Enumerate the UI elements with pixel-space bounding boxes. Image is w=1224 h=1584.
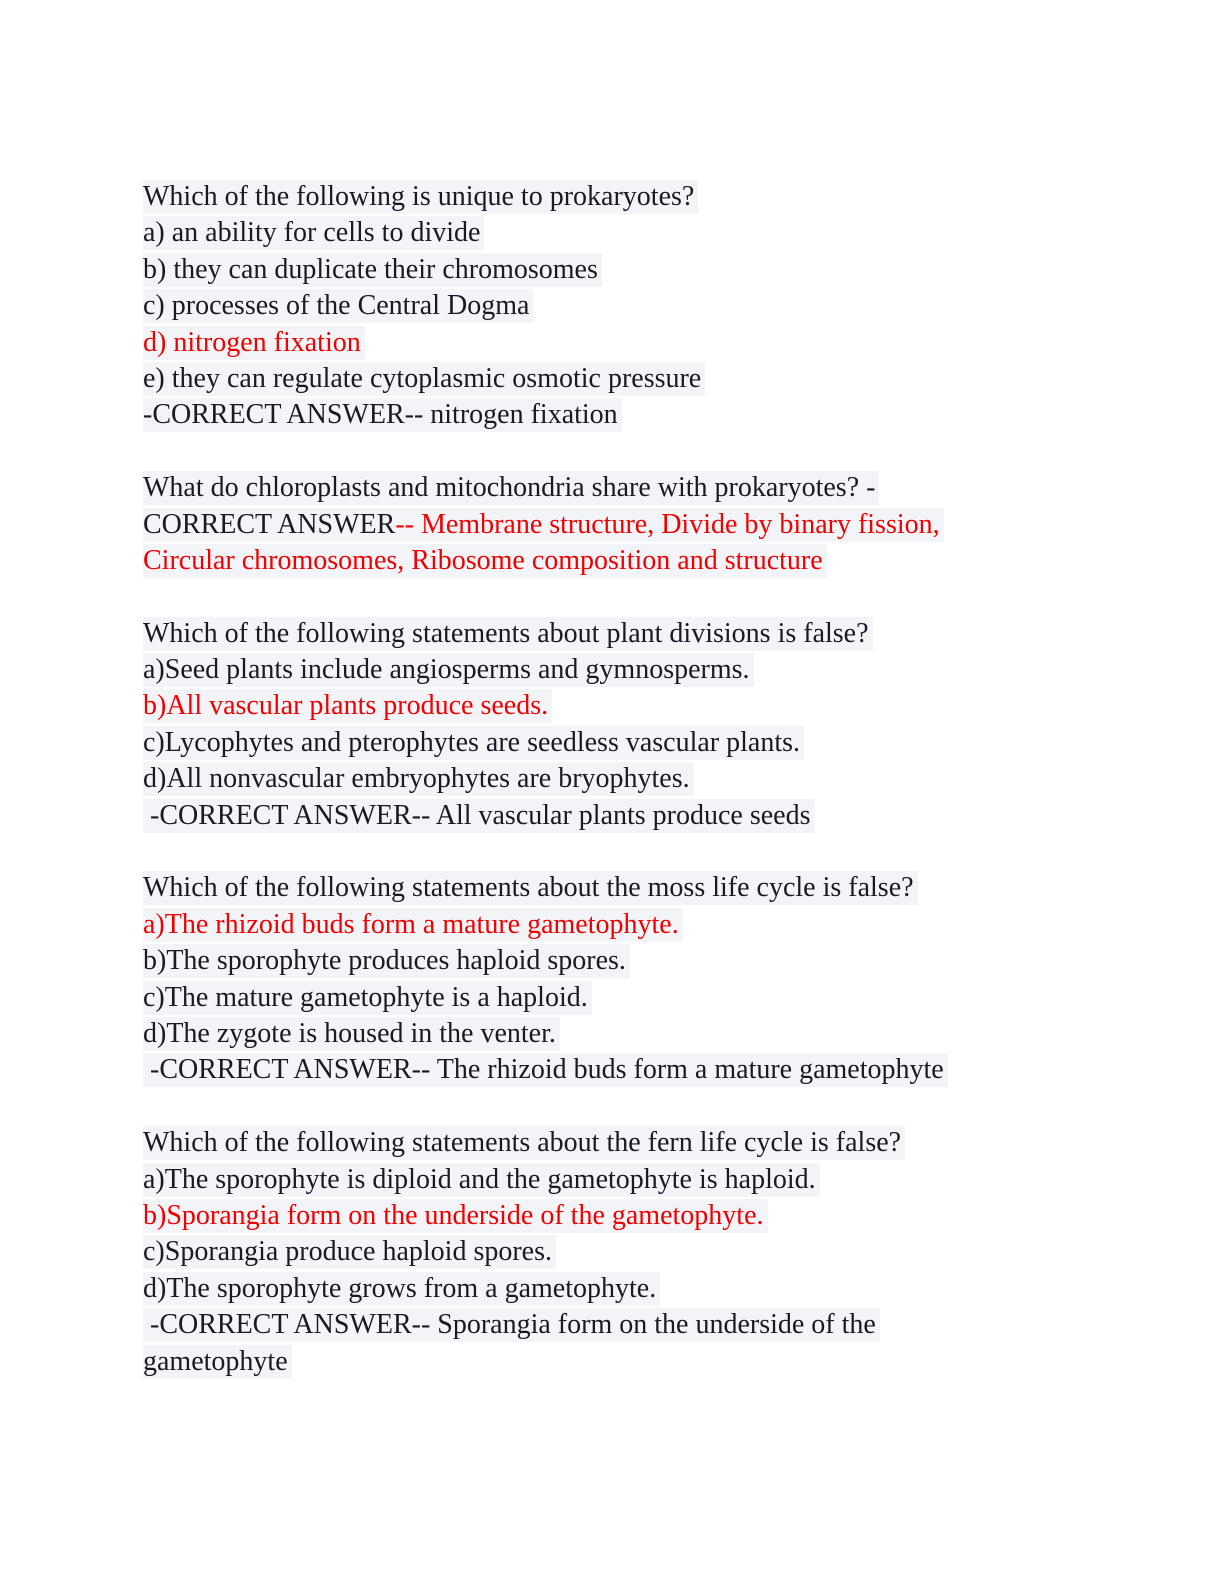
q4-option-a-correct: a)The rhizoid buds form a mature gametophyte. [143,907,1073,943]
question-5: Which of the following statements about the fern life cycle is false? [143,1125,1073,1161]
question-2: What do chloroplasts and mitochondria share with prokaryotes? - [143,470,1073,506]
q1-option-a: a) an ability for cells to divide [143,215,1073,251]
q3-option-d: d)All nonvascular embryophytes are bryophytes. [143,761,1073,797]
q3-option-b-correct: b)All vascular plants produce seeds. [143,688,1073,724]
q1-option-e: e) they can regulate cytoplasmic osmotic pressure [143,361,1073,397]
q1-option-c: c) processes of the Central Dogma [143,288,1073,324]
document-content [143,179,1073,1380]
spacer [143,834,1073,870]
question-3: Which of the following statements about plant divisions is false? [143,616,1073,652]
q5-option-c: c)Sporangia produce haploid spores. [143,1234,1073,1270]
q1-answer: -CORRECT ANSWER-- nitrogen fixation [143,397,1073,433]
q4-answer: -CORRECT ANSWER-- The rhizoid buds form a mature gametophyte [143,1052,1073,1088]
spacer [143,579,1073,615]
q5-answer-line-2: gametophyte [143,1344,1073,1380]
q2-answer-line-2: Circular chromosomes, Ribosome composition and structure [143,543,1073,579]
q2-answer-line-1 [143,507,1073,543]
q2-answer-text: -- Membrane structure, Divide by binary fission, [395,508,940,540]
spacer [143,1089,1073,1125]
q5-answer-line-1: -CORRECT ANSWER-- Sporangia form on the underside of the [143,1307,1073,1343]
q3-option-c: c)Lycophytes and pterophytes are seedless vascular plants. [143,725,1073,761]
q4-option-b: b)The sporophyte produces haploid spores. [143,943,1073,979]
q4-option-c: c)The mature gametophyte is a haploid. [143,980,1073,1016]
question-1: Which of the following is unique to prokaryotes? [143,179,1073,215]
q1-option-b: b) they can duplicate their chromosomes [143,252,1073,288]
q1-option-d-correct: d) nitrogen fixation [143,325,1073,361]
question-4: Which of the following statements about the moss life cycle is false? [143,870,1073,906]
q3-option-a: a)Seed plants include angiosperms and gymnosperms. [143,652,1073,688]
spacer [143,434,1073,470]
q5-option-a: a)The sporophyte is diploid and the gametophyte is haploid. [143,1162,1073,1198]
q4-option-d: d)The zygote is housed in the venter. [143,1016,1073,1052]
q3-answer: -CORRECT ANSWER-- All vascular plants produce seeds [143,798,1073,834]
q5-option-b-correct: b)Sporangia form on the underside of the gametophyte. [143,1198,1073,1234]
q5-option-d: d)The sporophyte grows from a gametophyte. [143,1271,1073,1307]
q2-answer-prefix: CORRECT ANSWER [143,508,396,540]
